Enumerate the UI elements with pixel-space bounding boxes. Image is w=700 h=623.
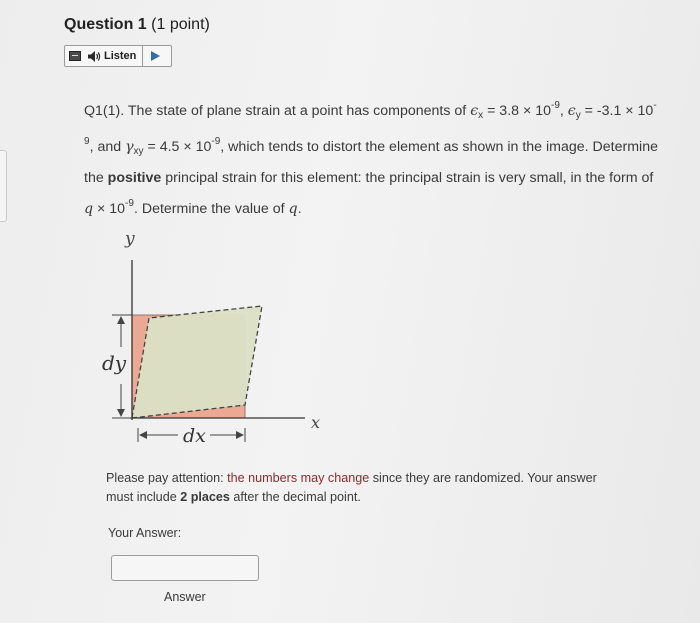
strain-element-figure — [90, 222, 330, 452]
problem-prefix: Q1(1). The state of plane strain at a point has components of — [84, 103, 471, 119]
gamma-symbol: γ — [125, 139, 134, 155]
y-axis-label: y — [125, 229, 135, 249]
eps-y-subscript: y — [575, 110, 581, 121]
form-end: . Determine the value of — [133, 201, 289, 217]
attention-note — [106, 469, 626, 507]
your-answer-label: Your Answer: — [108, 526, 182, 540]
eps-x-exponent: -9 — [550, 100, 560, 111]
problem-after-bold: principal strain for this element: the principal strain is very small, in the form of — [161, 170, 654, 186]
note-lead: Please pay attention: — [106, 471, 228, 485]
eps-y-symbol: ϵ — [567, 103, 576, 119]
readspeaker-icon — [69, 51, 81, 61]
q-symbol: q — [84, 201, 94, 217]
note-bold: 2 places — [180, 490, 230, 504]
side-tab — [0, 150, 7, 222]
dy-label: dy — [102, 351, 127, 375]
x-axis-label: x — [311, 413, 321, 432]
deformed-element — [132, 306, 262, 418]
gamma-value: = 4.5 × 10 — [143, 139, 212, 155]
q-symbol-end: q — [288, 201, 298, 217]
separator: , and — [89, 139, 126, 155]
listen-divider — [142, 46, 143, 66]
problem-period: . — [297, 201, 302, 217]
question-number: Question 1 — [64, 16, 147, 33]
problem-statement — [84, 93, 659, 222]
form-exponent: -9 — [125, 198, 134, 209]
question-title — [64, 16, 210, 34]
eps-x-symbol: ϵ — [470, 103, 479, 119]
eps-x-value: = 3.8 × 10 — [483, 103, 551, 119]
answer-input[interactable] — [111, 555, 259, 581]
form-times: × 10 — [93, 201, 126, 217]
gamma-subscript: xy — [133, 146, 144, 157]
problem-bold-word: positive — [107, 170, 162, 186]
speaker-icon — [88, 51, 101, 62]
eps-y-exponent: -9 — [84, 100, 657, 147]
note-warning: the numbers may change — [227, 471, 370, 485]
listen-button[interactable] — [64, 45, 172, 67]
question-points: (1 point) — [151, 16, 210, 33]
gamma-exponent: -9 — [211, 136, 221, 147]
eps-x-subscript: x — [478, 110, 484, 121]
answer-caption: Answer — [164, 590, 206, 604]
dx-label: dx — [183, 425, 206, 447]
play-icon[interactable] — [151, 51, 160, 61]
listen-label: Listen — [104, 50, 137, 62]
eps-y-value: = -3.1 × 10 — [580, 103, 654, 119]
problem-middle: , which tends to distort the element as shown in the image. Determine the — [84, 139, 658, 186]
separator: , — [559, 103, 568, 119]
note-end: after the decimal point. — [229, 490, 361, 504]
note-mid: since they are randomized. Your answer must include — [106, 471, 597, 504]
